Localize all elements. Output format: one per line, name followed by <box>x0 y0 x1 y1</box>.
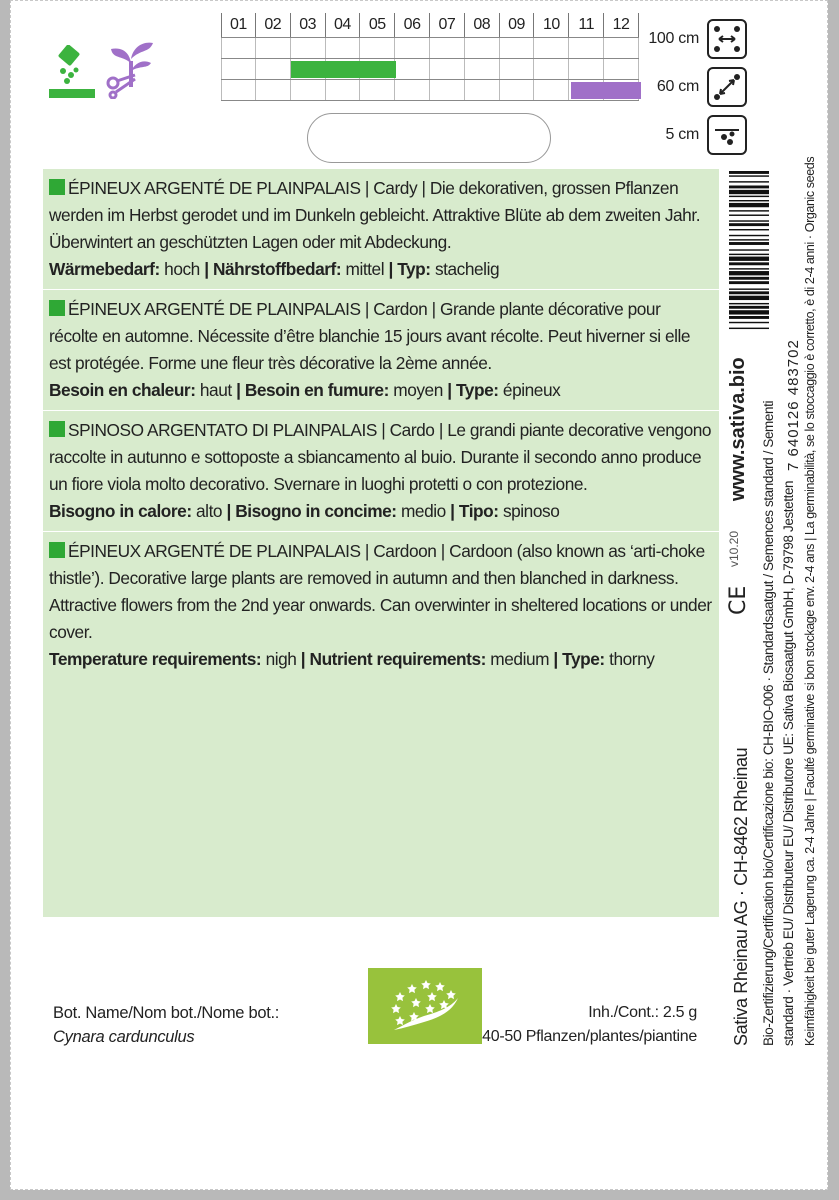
req-value: mittel <box>345 259 385 279</box>
req-label: Besoin en fumure: <box>244 380 389 400</box>
calendar-cell <box>360 80 395 100</box>
calendar-cell <box>256 38 291 58</box>
barcode-stripe <box>729 281 769 284</box>
req-value: thorny <box>609 649 655 669</box>
calendar-cell <box>569 38 604 58</box>
barcode-stripe <box>729 262 769 265</box>
calendar-cell <box>221 80 256 100</box>
req-value: haut <box>199 380 232 400</box>
certification-line-2: standard · Vertrieb EU/ Distributeur EU/ Distributore UE: Sativa Biosaatgut GmbH, D-79798 Jestetten <box>781 480 796 1046</box>
calendar-cell <box>291 80 326 100</box>
section-text: SPINOSO ARGENTATO DI PLAINPALAIS | Cardo | Le grandi piante decorative vengono raccolte in autunno e sottoposte a sbiancamento al buio. Durante il secondo anno produce un fiore viola molto decorativo. Svernare in luoghi protetti o con protezione. <box>49 420 712 494</box>
germination-note: Keimfähigkeit bei guter Lagerung ca. 2-4 Jahre | Faculté germinative si bon stockage env. 2-4 ans | La germinabilità, se lo stoccaggio è corretto, è di 2-4 anni · Organic seeds <box>803 156 817 1046</box>
contents-plants: 40-50 Pflanzen/plantes/piantine <box>482 1028 697 1045</box>
botanical-name-block <box>53 1001 279 1049</box>
barcode-stripe <box>729 175 769 176</box>
company-address: Sativa Rheinau AG · CH-8462 Rheinau <box>731 747 751 1046</box>
barcode-stripe <box>729 310 769 314</box>
eu-organic-leaf-logo <box>368 968 482 1044</box>
barcode-stripe <box>729 229 769 230</box>
req-label: Nutrient requirements: <box>309 649 486 669</box>
barcode-stripe <box>729 271 769 275</box>
ce-mark <box>725 573 751 615</box>
calendar-row-empty <box>221 37 639 58</box>
calendar-cell <box>326 80 361 100</box>
section-german <box>43 169 719 290</box>
barcode-stripe <box>729 181 769 182</box>
calendar-cell <box>221 59 256 79</box>
barcode-stripe <box>729 203 769 207</box>
requirements-line: Besoin en chaleur: haut | Besoin en fumure: moyen | Type: épineux <box>49 380 561 400</box>
barcode-stripe <box>729 220 769 221</box>
req-label: Wärmebedarf: <box>49 259 160 279</box>
req-label: Tipo: <box>458 501 499 521</box>
barcode-stripe <box>729 268 769 269</box>
calendar-cell <box>430 38 465 58</box>
barcode-stripe <box>729 223 769 226</box>
barcode-stripe <box>729 215 769 216</box>
barcode-stripe <box>729 235 769 236</box>
botanical-label: Bot. Name/Nom bot./Nome bot.: <box>53 1004 280 1022</box>
req-value: medium <box>490 649 550 669</box>
req-label: Type: <box>562 649 605 669</box>
bullet-square-icon <box>49 542 65 558</box>
sowing-depth <box>617 111 747 159</box>
sowing-harvest-calendar <box>221 13 639 101</box>
calendar-cell <box>291 38 326 58</box>
calendar-cell <box>500 38 535 58</box>
requirements-line: Bisogno in calore: alto | Bisogno in concime: medio | Tipo: spinoso <box>49 501 560 521</box>
month-label: 08 <box>465 13 500 37</box>
barcode-stripe <box>729 322 769 323</box>
sowing-period-bar <box>291 61 396 78</box>
month-label: 07 <box>430 13 465 37</box>
month-label: 01 <box>221 13 256 37</box>
barcode-stripe <box>729 200 769 201</box>
barcode-stripe <box>729 303 769 304</box>
calendar-cell <box>395 80 430 100</box>
req-value: moyen <box>393 380 443 400</box>
calendar-cell <box>395 38 430 58</box>
bullet-square-icon <box>49 421 65 437</box>
sowing-depth-label: 5 cm <box>665 126 699 143</box>
calendar-cell <box>534 59 569 79</box>
spacing-info <box>617 15 747 159</box>
calendar-cell <box>326 38 361 58</box>
barcode-stripe <box>729 257 769 261</box>
calendar-cell <box>465 80 500 100</box>
barcode-stripe <box>729 186 769 189</box>
calendar-cell <box>256 59 291 79</box>
requirements-line: Wärmebedarf: hoch | Nährstoffbedarf: mittel | Typ: stachelig <box>49 259 500 279</box>
barcode-stripe <box>729 210 769 211</box>
sowing-depth-icon <box>707 115 747 155</box>
website-url: www.sativa.bio <box>727 357 749 501</box>
month-label: 11 <box>569 13 604 37</box>
version-label: v10.20 <box>727 530 741 567</box>
month-label: 12 <box>604 13 639 37</box>
bullet-square-icon <box>49 179 65 195</box>
month-label: 05 <box>360 13 395 37</box>
req-value: alto <box>196 501 223 521</box>
calendar-cell <box>395 59 430 79</box>
month-label: 02 <box>256 13 291 37</box>
barcode-stripe <box>729 316 769 319</box>
barcode-stripe <box>729 328 769 329</box>
calendar-row-sowing <box>221 58 639 79</box>
req-value: medio <box>400 501 446 521</box>
row-distance-label: 100 cm <box>648 30 699 47</box>
req-value: hoch <box>164 259 200 279</box>
section-text: ÉPINEUX ARGENTÉ DE PLAINPALAIS | Cardoon | Cardoon (also known as ‘arti-choke thistle’). Decorative large plants are removed in autumn and then blanched in darkness. Attractive flowers from the 2nd year onwards. Can overwinter in sheltered locations or under cover. <box>49 541 712 642</box>
section-french <box>43 290 719 411</box>
section-text: ÉPINEUX ARGENTÉ DE PLAINPALAIS | Cardon | Grande plante décorative pour récolte en automne. Nécessite d’être blanchie 15 jours avant récolte. Peut hiverner si elle est protégée. Forme une fleur très décorative la 2ème année. <box>49 299 691 373</box>
calendar-cell <box>256 80 291 100</box>
requirements-line: Temperature requirements: nigh | Nutrient requirements: medium | Type: thorny <box>49 649 655 669</box>
calendar-months <box>221 13 639 37</box>
req-value: stachelig <box>434 259 500 279</box>
row-distance <box>617 15 747 63</box>
plant-distance <box>617 63 747 111</box>
req-label: Type: <box>455 380 499 400</box>
calendar-cell <box>500 80 535 100</box>
bullet-square-icon <box>49 300 65 316</box>
contents-block <box>482 1001 697 1049</box>
barcode-stripe <box>729 239 769 240</box>
barcode-stripe <box>729 171 769 174</box>
barcode-stripe <box>729 254 769 255</box>
description-panel <box>43 169 719 917</box>
section-text: ÉPINEUX ARGENTÉ DE PLAINPALAIS | Cardy | Die dekorativen, grossen Pflanzen werden im Herbst gerodet und im Dunkeln gebleicht. Attraktive Blüte ab dem zweiten Jahr. Überwintert an geschützten Lagen oder mit Abdeckung. <box>49 178 701 252</box>
ce-text: CE <box>726 585 751 615</box>
req-label: Typ: <box>397 259 431 279</box>
barcode-stripe <box>729 196 769 197</box>
barcode-stripe <box>729 288 769 289</box>
req-value: spinoso <box>502 501 560 521</box>
plant-distance-label: 60 cm <box>656 78 699 95</box>
calendar-cell <box>465 38 500 58</box>
calendar-cell <box>465 59 500 79</box>
month-label: 04 <box>326 13 361 37</box>
req-label: Nährstoffbedarf: <box>212 259 342 279</box>
month-label: 10 <box>534 13 569 37</box>
barcode-number: 7 640126 483702 <box>785 339 802 471</box>
sowing-icon <box>47 45 97 99</box>
section-italian <box>43 411 719 532</box>
contents-weight: Inh./Cont.: 2.5 g <box>588 1004 697 1021</box>
calendar-cell <box>430 59 465 79</box>
req-label: Besoin en chaleur: <box>49 380 196 400</box>
barcode-stripe <box>729 242 769 245</box>
calendar-cell <box>221 38 256 58</box>
req-label: Bisogno in concime: <box>235 501 397 521</box>
barcode-stripe <box>729 296 769 300</box>
month-label: 09 <box>500 13 535 37</box>
barcode-stripe <box>729 277 769 280</box>
barcode-stripe <box>729 249 769 250</box>
calendar-cell <box>500 59 535 79</box>
calendar-cell <box>534 38 569 58</box>
req-value: nigh <box>265 649 297 669</box>
req-label: Temperature requirements: <box>49 649 262 669</box>
barcode-stripe <box>729 291 769 294</box>
calendar-row-harvest <box>221 79 639 101</box>
req-label: Bisogno in calore: <box>49 501 192 521</box>
calendar-cell <box>360 38 395 58</box>
seed-packet-back <box>10 0 828 1190</box>
certification-line-1: Bio-Zertifizierung/Certification bio/Certificazione bio: CH-BIO-006 · Standardsaatgut / Semences standard / Sementi <box>761 400 776 1046</box>
hang-hole <box>307 113 551 163</box>
calendar-cell <box>430 80 465 100</box>
barcode-stripe <box>729 190 769 194</box>
barcode-stripe <box>729 306 769 309</box>
botanical-name: Cynara cardunculus <box>53 1028 195 1046</box>
month-label: 06 <box>395 13 430 37</box>
month-label: 03 <box>291 13 326 37</box>
section-english <box>43 532 719 679</box>
req-value: épineux <box>502 380 561 400</box>
plant-distance-icon <box>707 67 747 107</box>
harvest-icon <box>101 37 157 99</box>
calendar-cell <box>534 80 569 100</box>
calendar-cell <box>569 59 604 79</box>
row-distance-icon <box>707 19 747 59</box>
